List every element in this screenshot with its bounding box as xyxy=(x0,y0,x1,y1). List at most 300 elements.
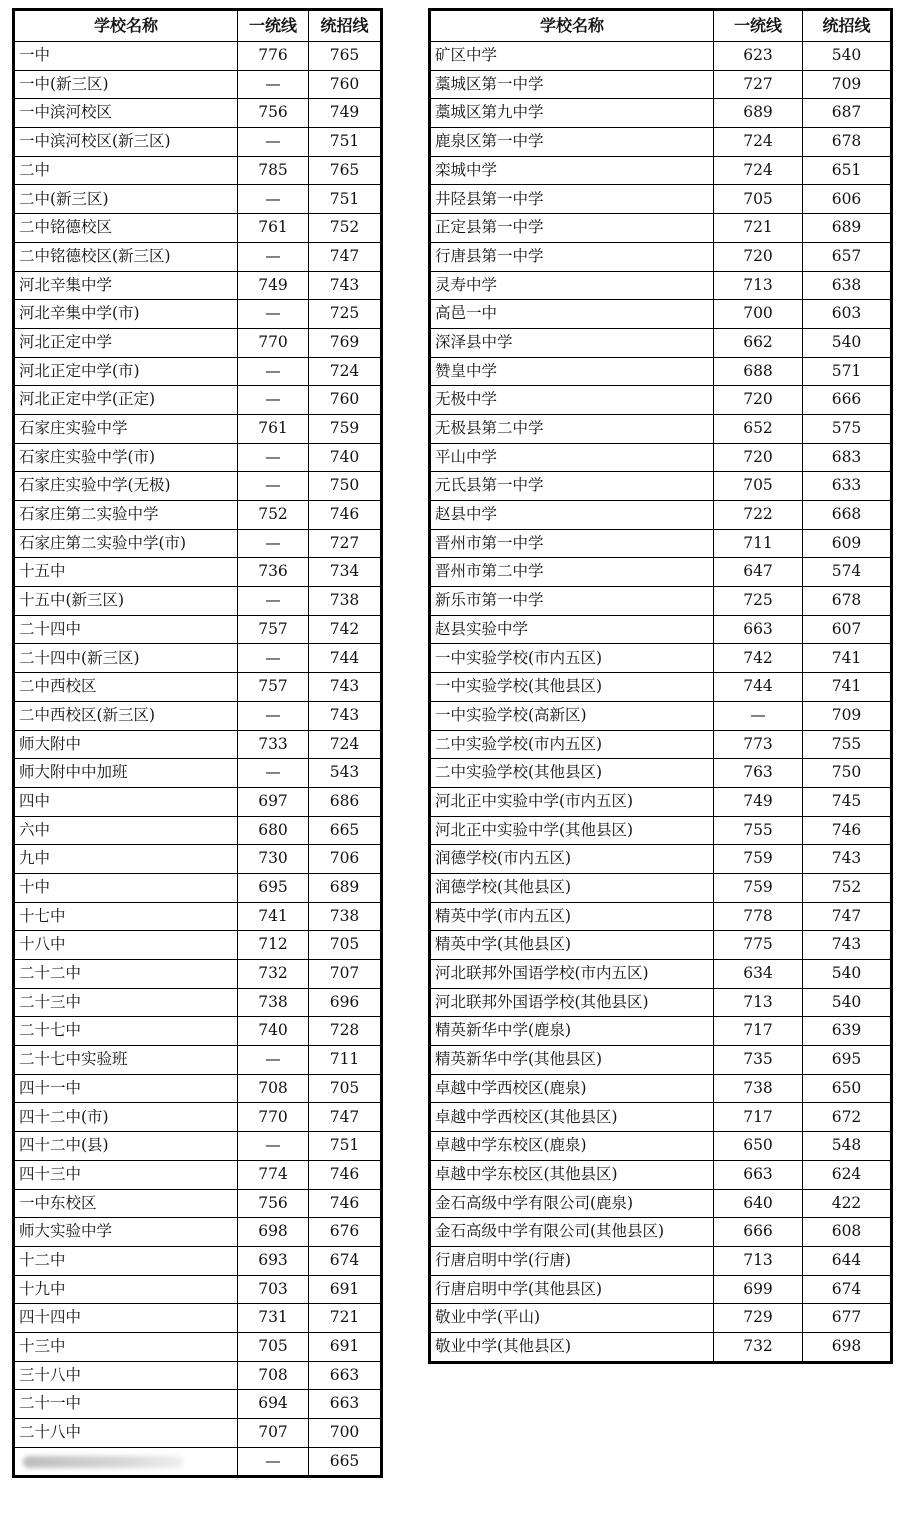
recruit-line-cell: 691 xyxy=(309,1332,382,1361)
school-name-cell: 敬业中学(平山) xyxy=(430,1304,714,1333)
recruit-line-cell: 721 xyxy=(309,1304,382,1333)
table-row xyxy=(14,414,382,443)
recruit-line-cell: 698 xyxy=(803,1332,892,1362)
table-row xyxy=(14,701,382,730)
recruit-line-cell: 750 xyxy=(309,472,382,501)
school-name-cell: 河北正定中学(市) xyxy=(14,357,238,386)
header-school-name: 学校名称 xyxy=(14,10,238,42)
unified-line-cell: 623 xyxy=(714,42,803,71)
table-row xyxy=(430,644,892,673)
unified-line-cell: 652 xyxy=(714,414,803,443)
unified-line-cell: 749 xyxy=(714,787,803,816)
unified-line-cell: 749 xyxy=(238,271,309,300)
recruit-line-cell: 678 xyxy=(803,587,892,616)
school-name-cell: 二中西校区 xyxy=(14,673,238,702)
table-row xyxy=(14,472,382,501)
table-row xyxy=(14,587,382,616)
table-row xyxy=(430,1275,892,1304)
table-row xyxy=(14,759,382,788)
unified-line-cell: 666 xyxy=(714,1218,803,1247)
table-row xyxy=(430,845,892,874)
school-name-cell: 栾城中学 xyxy=(430,156,714,185)
recruit-line-cell: 606 xyxy=(803,185,892,214)
unified-line-cell: — xyxy=(238,242,309,271)
unified-line-cell: 708 xyxy=(238,1074,309,1103)
school-name-cell: 一中实验学校(高新区) xyxy=(430,701,714,730)
recruit-line-cell: 724 xyxy=(309,730,382,759)
unified-line-cell: 720 xyxy=(714,443,803,472)
unified-line-cell: 744 xyxy=(714,673,803,702)
recruit-line-cell: 747 xyxy=(803,902,892,931)
table-row xyxy=(14,1275,382,1304)
recruit-line-cell: 651 xyxy=(803,156,892,185)
unified-line-cell: 720 xyxy=(714,242,803,271)
school-name-cell: 平山中学 xyxy=(430,443,714,472)
school-name-cell: 一中实验学校(其他县区) xyxy=(430,673,714,702)
table-row xyxy=(14,1419,382,1448)
unified-line-cell: 707 xyxy=(238,1419,309,1448)
unified-line-cell: — xyxy=(238,529,309,558)
table-row xyxy=(430,1017,892,1046)
school-name-cell: 新乐市第一中学 xyxy=(430,587,714,616)
school-name-cell: 十三中 xyxy=(14,1332,238,1361)
table-row xyxy=(430,701,892,730)
table-row xyxy=(430,673,892,702)
recruit-line-cell: 759 xyxy=(309,414,382,443)
table-row xyxy=(14,42,382,71)
recruit-line-cell: 695 xyxy=(803,1046,892,1075)
unified-line-cell: 694 xyxy=(238,1390,309,1419)
unified-line-cell: 717 xyxy=(714,1017,803,1046)
table-row xyxy=(14,1304,382,1333)
recruit-line-cell: 751 xyxy=(309,128,382,157)
recruit-line-cell: 709 xyxy=(803,70,892,99)
header-recruit-line: 统招线 xyxy=(309,10,382,42)
school-name-cell: 一中 xyxy=(14,42,238,71)
table-row xyxy=(430,1332,892,1362)
recruit-line-cell: 751 xyxy=(309,185,382,214)
unified-line-cell: 724 xyxy=(714,156,803,185)
recruit-line-cell: 752 xyxy=(803,873,892,902)
table-row xyxy=(430,386,892,415)
table-row xyxy=(430,501,892,530)
table-row xyxy=(430,960,892,989)
unified-line-cell: 738 xyxy=(714,1074,803,1103)
table-row xyxy=(430,1304,892,1333)
school-name-cell: 一中滨河校区(新三区) xyxy=(14,128,238,157)
left-header-row xyxy=(14,10,382,42)
recruit-line-cell: 747 xyxy=(309,1103,382,1132)
table-row xyxy=(430,1074,892,1103)
unified-line-cell: 722 xyxy=(714,501,803,530)
table-row xyxy=(14,902,382,931)
recruit-line-cell: 746 xyxy=(309,1160,382,1189)
unified-line-cell: 733 xyxy=(238,730,309,759)
unified-line-cell: 680 xyxy=(238,816,309,845)
unified-line-cell: 640 xyxy=(714,1189,803,1218)
school-name-cell: 二中实验学校(市内五区) xyxy=(430,730,714,759)
school-name-cell: 二十四中(新三区) xyxy=(14,644,238,673)
recruit-line-cell: 674 xyxy=(309,1246,382,1275)
unified-line-cell: — xyxy=(238,443,309,472)
recruit-line-cell: 728 xyxy=(309,1017,382,1046)
unified-line-cell: — xyxy=(238,357,309,386)
school-name-cell: 师大实验中学 xyxy=(14,1218,238,1247)
unified-line-cell: 720 xyxy=(714,386,803,415)
table-row xyxy=(14,845,382,874)
table-row xyxy=(430,529,892,558)
recruit-line-cell: 540 xyxy=(803,42,892,71)
table-row xyxy=(430,902,892,931)
table-row xyxy=(14,156,382,185)
recruit-line-cell: 747 xyxy=(309,242,382,271)
school-name-cell: 敬业中学(其他县区) xyxy=(430,1332,714,1362)
table-row xyxy=(14,1246,382,1275)
school-name-cell: 十九中 xyxy=(14,1275,238,1304)
table-row xyxy=(430,70,892,99)
school-name-cell: 河北正定中学(正定) xyxy=(14,386,238,415)
table-row xyxy=(14,960,382,989)
table-row xyxy=(14,873,382,902)
table-row xyxy=(430,816,892,845)
unified-line-cell: — xyxy=(238,759,309,788)
table-row xyxy=(14,1332,382,1361)
table-row xyxy=(14,787,382,816)
table-row xyxy=(430,214,892,243)
school-name-cell: 三十八中 xyxy=(14,1361,238,1390)
school-name-cell: 石家庄第二实验中学 xyxy=(14,501,238,530)
school-name-cell: 石家庄实验中学(市) xyxy=(14,443,238,472)
recruit-line-cell: 663 xyxy=(309,1390,382,1419)
table-row xyxy=(430,1218,892,1247)
unified-line-cell: 775 xyxy=(714,931,803,960)
recruit-line-cell: 765 xyxy=(309,42,382,71)
school-name-cell: 河北辛集中学(市) xyxy=(14,300,238,329)
school-name-cell xyxy=(14,1447,238,1477)
recruit-line-cell: 609 xyxy=(803,529,892,558)
school-name-cell: 二中 xyxy=(14,156,238,185)
recruit-line-cell: 700 xyxy=(309,1419,382,1448)
table-row xyxy=(430,587,892,616)
school-name-cell: 润德学校(其他县区) xyxy=(430,873,714,902)
school-name-cell: 高邑一中 xyxy=(430,300,714,329)
unified-line-cell: 713 xyxy=(714,988,803,1017)
school-name-cell: 矿区中学 xyxy=(430,42,714,71)
unified-line-cell: 763 xyxy=(714,759,803,788)
recruit-line-cell: 574 xyxy=(803,558,892,587)
unified-line-cell: 755 xyxy=(714,816,803,845)
unified-line-cell: 778 xyxy=(714,902,803,931)
school-name-cell: 精英新华中学(鹿泉) xyxy=(430,1017,714,1046)
school-name-cell: 二十七中 xyxy=(14,1017,238,1046)
table-row xyxy=(430,357,892,386)
table-row xyxy=(14,185,382,214)
school-name-cell: 河北正中实验中学(其他县区) xyxy=(430,816,714,845)
table-row xyxy=(430,1246,892,1275)
table-row xyxy=(430,730,892,759)
recruit-line-cell: 691 xyxy=(309,1275,382,1304)
unified-line-cell: 757 xyxy=(238,615,309,644)
table-row xyxy=(14,328,382,357)
school-name-cell: 四十一中 xyxy=(14,1074,238,1103)
unified-line-cell: 759 xyxy=(714,845,803,874)
header-school-name: 学校名称 xyxy=(430,10,714,42)
recruit-line-cell: 639 xyxy=(803,1017,892,1046)
school-name-cell: 四十二中(市) xyxy=(14,1103,238,1132)
school-name-cell: 卓越中学西校区(其他县区) xyxy=(430,1103,714,1132)
table-row xyxy=(14,1103,382,1132)
unified-line-cell: 770 xyxy=(238,1103,309,1132)
unified-line-cell: 785 xyxy=(238,156,309,185)
unified-line-cell: 735 xyxy=(714,1046,803,1075)
unified-line-cell: 708 xyxy=(238,1361,309,1390)
school-name-cell: 一中滨河校区 xyxy=(14,99,238,128)
school-name-cell: 十七中 xyxy=(14,902,238,931)
recruit-line-cell: 686 xyxy=(309,787,382,816)
recruit-line-cell: 608 xyxy=(803,1218,892,1247)
school-name-cell: 二十二中 xyxy=(14,960,238,989)
school-name-cell: 深泽县中学 xyxy=(430,328,714,357)
recruit-line-cell: 674 xyxy=(803,1275,892,1304)
recruit-line-cell: 743 xyxy=(309,701,382,730)
unified-line-cell: 717 xyxy=(714,1103,803,1132)
table-row xyxy=(14,988,382,1017)
left-score-table xyxy=(12,8,383,1478)
school-name-cell: 精英新华中学(其他县区) xyxy=(430,1046,714,1075)
school-name-cell: 晋州市第二中学 xyxy=(430,558,714,587)
unified-line-cell: — xyxy=(238,1046,309,1075)
recruit-line-cell: 760 xyxy=(309,386,382,415)
table-row xyxy=(430,271,892,300)
unified-line-cell: — xyxy=(238,1132,309,1161)
unified-line-cell: 698 xyxy=(238,1218,309,1247)
unified-line-cell: 752 xyxy=(238,501,309,530)
school-name-cell: 二十七中实验班 xyxy=(14,1046,238,1075)
recruit-line-cell: 644 xyxy=(803,1246,892,1275)
recruit-line-cell: 705 xyxy=(309,931,382,960)
recruit-line-cell: 689 xyxy=(803,214,892,243)
table-row xyxy=(430,873,892,902)
unified-line-cell: 730 xyxy=(238,845,309,874)
recruit-line-cell: 677 xyxy=(803,1304,892,1333)
unified-line-cell: 663 xyxy=(714,1160,803,1189)
recruit-line-cell: 769 xyxy=(309,328,382,357)
school-name-cell: 无极县第二中学 xyxy=(430,414,714,443)
school-name-cell: 石家庄实验中学(无极) xyxy=(14,472,238,501)
school-name-cell: 赵县中学 xyxy=(430,501,714,530)
unified-line-cell: 700 xyxy=(714,300,803,329)
recruit-line-cell: 755 xyxy=(803,730,892,759)
school-name-cell: 二中铭德校区(新三区) xyxy=(14,242,238,271)
unified-line-cell: 741 xyxy=(238,902,309,931)
table-row xyxy=(14,1132,382,1161)
school-name-cell: 二中西校区(新三区) xyxy=(14,701,238,730)
unified-line-cell: 647 xyxy=(714,558,803,587)
table-row xyxy=(430,1160,892,1189)
school-name-cell: 藁城区第一中学 xyxy=(430,70,714,99)
table-row xyxy=(14,931,382,960)
unified-line-cell: — xyxy=(238,472,309,501)
right-table-body xyxy=(430,42,892,1363)
recruit-line-cell: 745 xyxy=(803,787,892,816)
table-row xyxy=(430,185,892,214)
school-name-cell: 金石高级中学有限公司(其他县区) xyxy=(430,1218,714,1247)
table-row xyxy=(430,615,892,644)
school-name-cell: 四十二中(县) xyxy=(14,1132,238,1161)
school-name-cell: 无极中学 xyxy=(430,386,714,415)
recruit-line-cell: 744 xyxy=(309,644,382,673)
recruit-line-cell: 711 xyxy=(309,1046,382,1075)
school-name-cell: 卓越中学东校区(鹿泉) xyxy=(430,1132,714,1161)
school-name-cell: 元氏县第一中学 xyxy=(430,472,714,501)
recruit-line-cell: 543 xyxy=(309,759,382,788)
recruit-line-cell: 724 xyxy=(309,357,382,386)
school-name-cell: 精英中学(市内五区) xyxy=(430,902,714,931)
unified-line-cell: 705 xyxy=(238,1332,309,1361)
school-name-cell: 石家庄实验中学 xyxy=(14,414,238,443)
recruit-line-cell: 689 xyxy=(309,873,382,902)
school-name-cell: 二十三中 xyxy=(14,988,238,1017)
table-row xyxy=(14,1074,382,1103)
unified-line-cell: 634 xyxy=(714,960,803,989)
recruit-line-cell: 540 xyxy=(803,988,892,1017)
table-row xyxy=(14,1160,382,1189)
school-name-cell: 润德学校(市内五区) xyxy=(430,845,714,874)
unified-line-cell: 729 xyxy=(714,1304,803,1333)
table-row xyxy=(430,931,892,960)
unified-line-cell: 689 xyxy=(714,99,803,128)
recruit-line-cell: 743 xyxy=(309,673,382,702)
school-name-cell: 二中铭德校区 xyxy=(14,214,238,243)
school-name-cell: 鹿泉区第一中学 xyxy=(430,128,714,157)
table-row xyxy=(14,501,382,530)
recruit-line-cell: 540 xyxy=(803,328,892,357)
table-row xyxy=(430,1046,892,1075)
recruit-line-cell: 749 xyxy=(309,99,382,128)
school-name-cell: 二中(新三区) xyxy=(14,185,238,214)
table-row xyxy=(430,558,892,587)
unified-line-cell: 650 xyxy=(714,1132,803,1161)
school-name-cell: 十五中(新三区) xyxy=(14,587,238,616)
recruit-line-cell: 743 xyxy=(803,845,892,874)
school-name-cell: 一中(新三区) xyxy=(14,70,238,99)
unified-line-cell: 776 xyxy=(238,42,309,71)
table-row xyxy=(14,242,382,271)
school-name-cell: 河北正中实验中学(市内五区) xyxy=(430,787,714,816)
unified-line-cell: 705 xyxy=(714,185,803,214)
recruit-line-cell: 750 xyxy=(803,759,892,788)
recruit-line-cell: 672 xyxy=(803,1103,892,1132)
school-name-cell: 晋州市第一中学 xyxy=(430,529,714,558)
unified-line-cell: 703 xyxy=(238,1275,309,1304)
recruit-line-cell: 706 xyxy=(309,845,382,874)
table-row xyxy=(430,443,892,472)
school-name-cell: 卓越中学东校区(其他县区) xyxy=(430,1160,714,1189)
school-name-cell: 行唐启明中学(其他县区) xyxy=(430,1275,714,1304)
school-name-cell: 十二中 xyxy=(14,1246,238,1275)
table-row xyxy=(430,988,892,1017)
recruit-line-cell: 725 xyxy=(309,300,382,329)
table-row xyxy=(430,156,892,185)
recruit-line-cell: 633 xyxy=(803,472,892,501)
recruit-line-cell: 540 xyxy=(803,960,892,989)
unified-line-cell: 663 xyxy=(714,615,803,644)
school-name-cell: 十中 xyxy=(14,873,238,902)
unified-line-cell: 773 xyxy=(714,730,803,759)
school-name-cell: 石家庄第二实验中学(市) xyxy=(14,529,238,558)
recruit-line-cell: 668 xyxy=(803,501,892,530)
table-row xyxy=(14,386,382,415)
unified-line-cell: 711 xyxy=(714,529,803,558)
school-name-cell: 灵寿中学 xyxy=(430,271,714,300)
table-row xyxy=(14,1218,382,1247)
recruit-line-cell: 650 xyxy=(803,1074,892,1103)
unified-line-cell: — xyxy=(238,185,309,214)
school-name-cell: 正定县第一中学 xyxy=(430,214,714,243)
recruit-line-cell: 683 xyxy=(803,443,892,472)
table-row xyxy=(14,529,382,558)
recruit-line-cell: 548 xyxy=(803,1132,892,1161)
unified-line-cell: 695 xyxy=(238,873,309,902)
recruit-line-cell: 741 xyxy=(803,673,892,702)
recruit-line-cell: 709 xyxy=(803,701,892,730)
table-row xyxy=(430,472,892,501)
unified-line-cell: 756 xyxy=(238,1189,309,1218)
school-name-cell: 二十八中 xyxy=(14,1419,238,1448)
school-name-cell: 四中 xyxy=(14,787,238,816)
school-name-cell: 二十四中 xyxy=(14,615,238,644)
unified-line-cell: 731 xyxy=(238,1304,309,1333)
recruit-line-cell: 727 xyxy=(309,529,382,558)
table-row xyxy=(14,443,382,472)
table-row xyxy=(430,99,892,128)
left-table-body xyxy=(14,42,382,1477)
recruit-line-cell: 665 xyxy=(309,1447,382,1477)
unified-line-cell: 662 xyxy=(714,328,803,357)
recruit-line-cell: 603 xyxy=(803,300,892,329)
unified-line-cell: 761 xyxy=(238,414,309,443)
table-row xyxy=(14,271,382,300)
unified-line-cell: 742 xyxy=(714,644,803,673)
school-name-cell: 河北正定中学 xyxy=(14,328,238,357)
unified-line-cell: 732 xyxy=(714,1332,803,1362)
table-row xyxy=(430,787,892,816)
unified-line-cell: 713 xyxy=(714,271,803,300)
unified-line-cell: — xyxy=(714,701,803,730)
table-row xyxy=(14,1017,382,1046)
unified-line-cell: 721 xyxy=(714,214,803,243)
table-row xyxy=(14,99,382,128)
recruit-line-cell: 678 xyxy=(803,128,892,157)
unified-line-cell: 732 xyxy=(238,960,309,989)
recruit-line-cell: 687 xyxy=(803,99,892,128)
recruit-line-cell: 575 xyxy=(803,414,892,443)
table-row xyxy=(14,357,382,386)
school-name-cell: 行唐县第一中学 xyxy=(430,242,714,271)
unified-line-cell: 756 xyxy=(238,99,309,128)
recruit-line-cell: 571 xyxy=(803,357,892,386)
unified-line-cell: — xyxy=(238,70,309,99)
school-name-cell: 卓越中学西校区(鹿泉) xyxy=(430,1074,714,1103)
table-row xyxy=(14,1046,382,1075)
unified-line-cell: 693 xyxy=(238,1246,309,1275)
table-row xyxy=(14,70,382,99)
school-name-cell: 六中 xyxy=(14,816,238,845)
unified-line-cell: — xyxy=(238,587,309,616)
table-row xyxy=(14,1447,382,1477)
school-name-cell: 四十四中 xyxy=(14,1304,238,1333)
right-header-row xyxy=(430,10,892,42)
